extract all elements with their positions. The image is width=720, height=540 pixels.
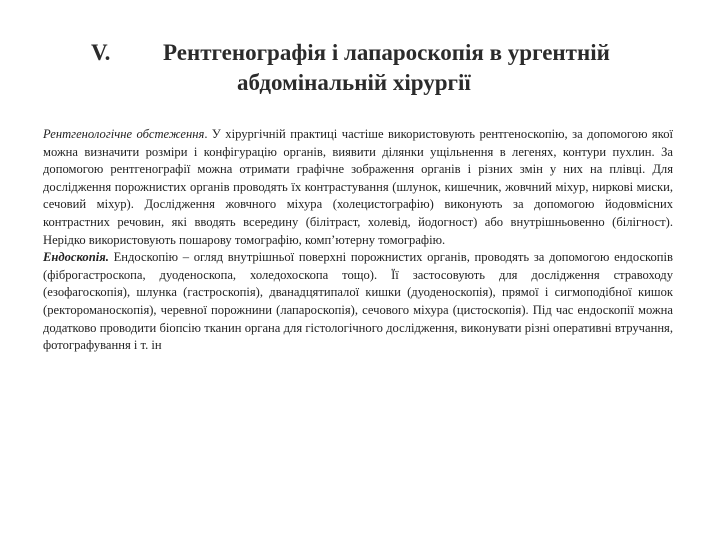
body-text: [43, 126, 673, 355]
paragraph-lead: Рентгенологічне обстеження: [43, 127, 205, 141]
title-line-2: абдомінальній хірургії: [237, 70, 471, 95]
paragraph-text: Ендоскопію – огляд внутрішньої поверхні порожнистих органів, проводять за допомогою ендоскопів (фіброгастроскопа, дуоденоскопа, холедохоскопа тощо). Її застосовують для дослідження стравоходу (езофагоскопія), шлунка (гастроскопія), дванадцятипалої кишки (дуоденоскопія), прямої і сигмоподібної кишок (ректороманоскопія), черевної порожнини (лапароскопія), сечового міхура (цистоскопія). Під час ендоскопії можна додатково проводити біопсію тканин органа для гістологічного дослідження, виконувати різні оперативні втручання, фотографування і т. ін: [43, 250, 673, 353]
section-number: V.: [91, 40, 111, 65]
paragraph-text: . У хірургічній практиці частіше використовують рентгеноскопію, за допомогою якої можна визначити розміри і конфігурацію органів, виявити ділянки ущільнення в легенях, контури пухлин. За допомогою рентгенографії можна отримати графічне зображення органів і різних змін у них на плівці. Для дослідження порожнистих органів проводять їх контрастування (шлунок, кишечник, жовчний міхур, ниркові миски, сечовий міхур). Дослідження жовчного міхура (холецистографію) виконують за допомогою йодовмісних контрастних речовин, які вводять всередину (білітраст, холевід, йодогност) або внутрішньовенно (білігност). Нерідко використовують пошарову томографію, комп’ютерну томографію.: [43, 127, 673, 247]
paragraph-xray: [43, 126, 673, 249]
title-line-1: Рентгенографія і лапароскопія в ургентній: [163, 40, 610, 65]
paragraph-lead: Ендоскопія.: [43, 250, 109, 265]
paragraph-endoscopy: [43, 249, 673, 355]
slide-title: [0, 38, 720, 108]
